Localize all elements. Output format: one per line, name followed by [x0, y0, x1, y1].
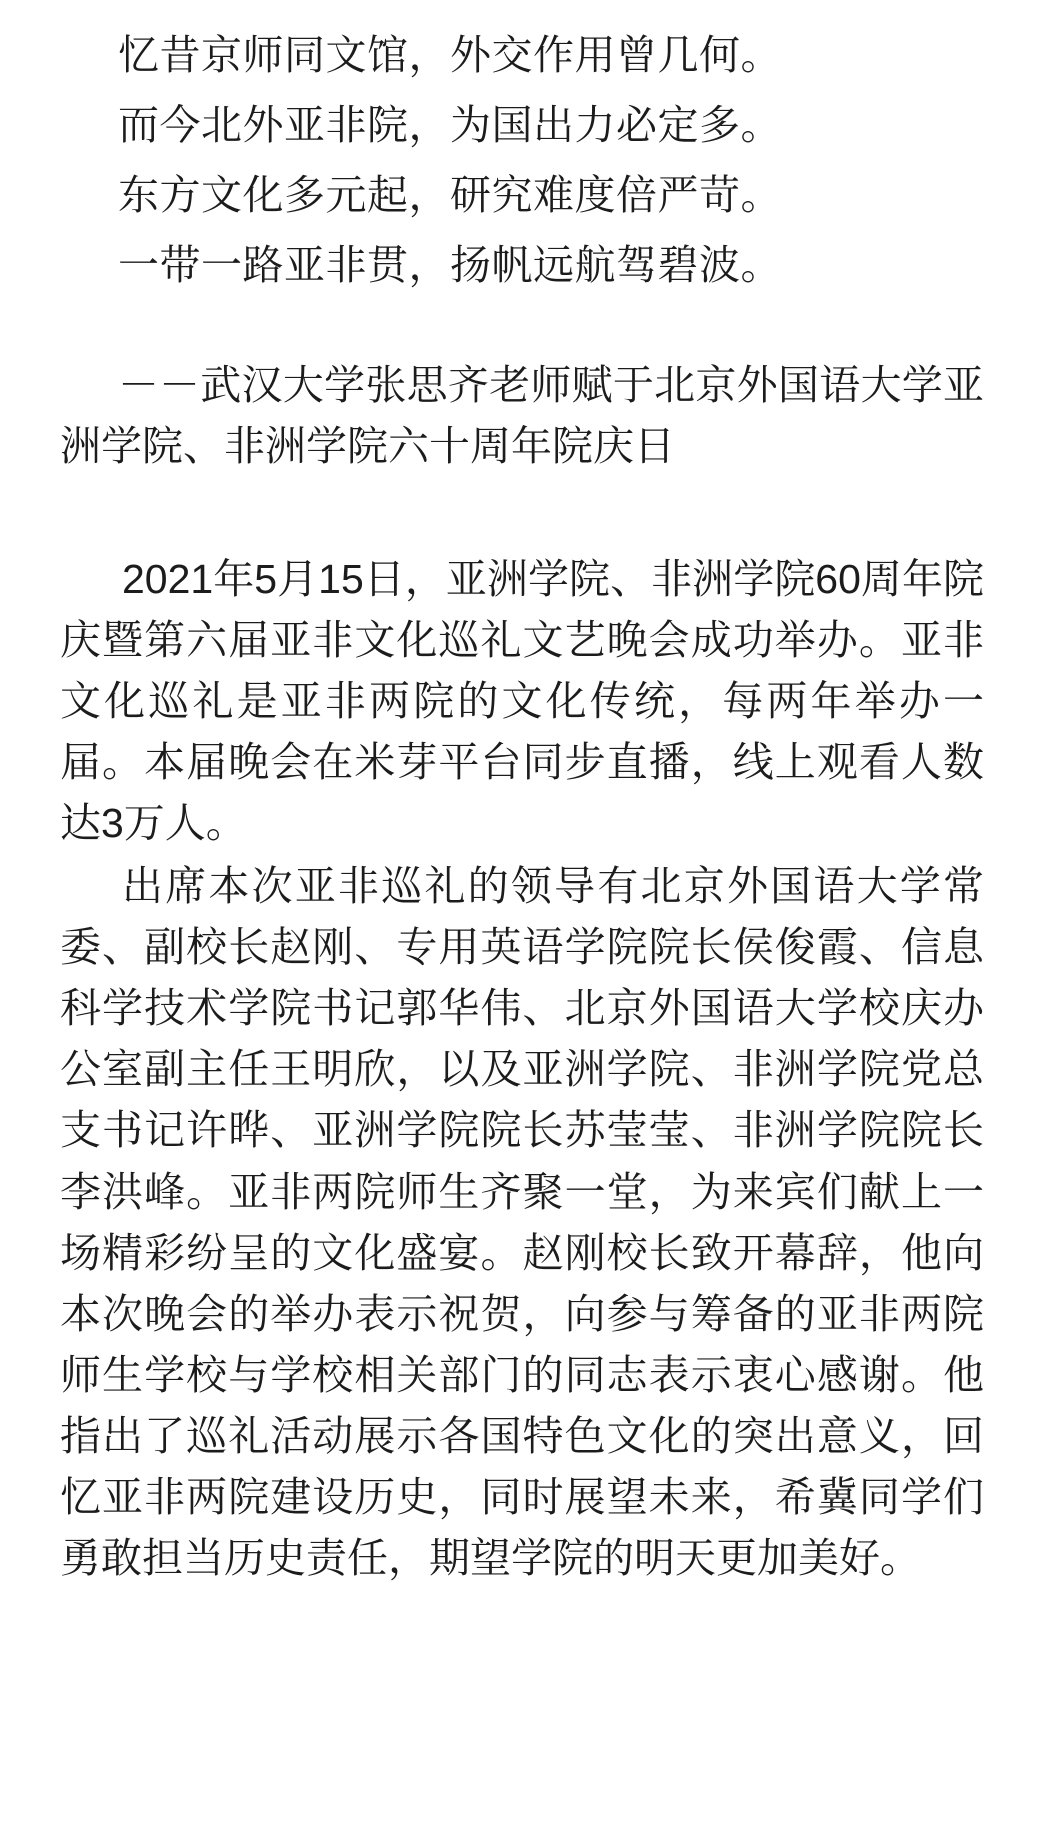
- body-paragraph: 2021年5月15日，亚洲学院、非洲学院60周年院庆暨第六届亚非文化巡礼文艺晚会成功举办。亚非文化巡礼是亚非两院的文化传统，每两年举办一届。本届晚会在米芽平台同步直播，线上观看人数达3万人。: [60, 555, 984, 847]
- poem-line: 忆昔京师同文馆，外交作用曾几何。: [118, 32, 782, 78]
- poem-line: 东方文化多元起，研究难度倍严苛。: [118, 171, 782, 218]
- body-paragraph: 出席本次亚非巡礼的领导有北京外国语大学常委、副校长赵刚、专用英语学院院长侯俊霞、信息科学技术学院书记郭华伟、北京外国语大学校庆办公室副主任王明欣，以及亚洲学院、非洲学院党总支书记许晔、亚洲学院院长苏莹莹、非洲学院院长李洪峰。亚非两院师生齐聚一堂，为来宾们献上一场精彩纷呈的文化盛宴。赵刚校长致开幕辞，他向本次晚会的举办表示祝贺，向参与筹备的亚非两院师生学校与学校相关部门的同志表示衷心感谢。他指出了巡礼活动展示各国特色文化的突出意义，回忆亚非两院建设历史，同时展望未来，希冀同学们勇敢担当历史责任，期望学院的明天更加美好。: [60, 863, 984, 1582]
- poem-line: 一带一路亚非贯，扬帆远航驾碧波。: [118, 241, 782, 288]
- poem-line: 而今北外亚非院，为国出力必定多。: [118, 101, 782, 148]
- poem-block: [60, 26, 984, 295]
- poem-attribution: －－武汉大学张思齐老师赋于北京外国语大学亚洲学院、非洲学院六十周年院庆日: [60, 362, 984, 470]
